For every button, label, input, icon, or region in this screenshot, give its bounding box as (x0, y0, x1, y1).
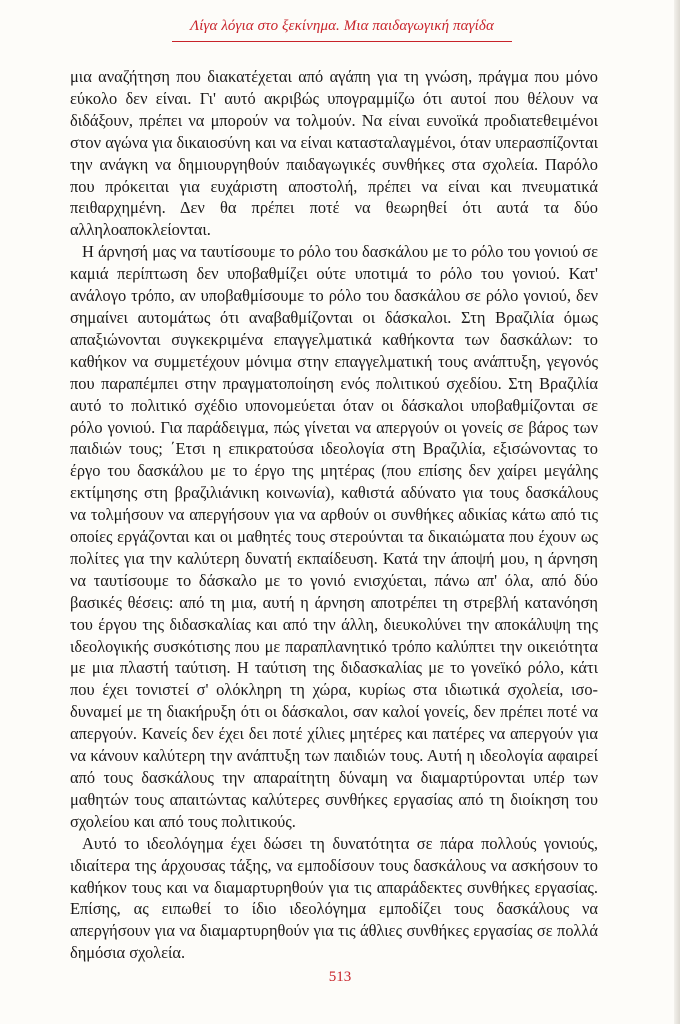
running-head-rule (172, 41, 512, 42)
page-number: 513 (328, 969, 352, 985)
body-text (70, 66, 598, 964)
running-head-title: Λίγα λόγια στο ξεκίνημα. Μια παιδαγωγική παγίδα (190, 18, 494, 34)
paragraph-ideology-effects: Αυτό το ιδεολόγημα έχει δώσει τη δυνατότητα σε πάρα πολλούς γονιούς, ιδιαίτερα της άρχουσας τάξης, να εμποδίσουν τους δασκάλους να ασκήσουν το καθήκον τους και να διαμαρτυρηθούν για τις απαράδεκτες συνθήκες εργασίας. Επίσης, ας ειπωθεί το ίδιο ιδεολόγημα εμποδίζει τους δασκάλους να απεργήσουν για να διαμαρτυρηθούν για τις άθλιες συνθήκες εργασίας σε πολλά δημόσια σχολεία. (70, 833, 598, 963)
paragraph-continuation: μια αναζήτηση που διακατέχεται από αγάπη για τη γνώση, πράγμα που μόνο εύκολο δεν είναι. Γι' αυτό ακριβώς υπογραμμίζω ότι αυτοί που θέλουν να διδάξουν, πρέπει να μπορούν να τολμούν. Να είναι ευνοϊκά προδιατεθειμένοι στον αγώνα για δικαιοσύνη και να είναι κατασταλαγμένοι, όταν υπερασπίζονται την ανάγκη να δημιουργηθούν παιδαγωγικές συνθήκες στα σχολεία. Παρόλο που πρόκειται για ευχάριστη αποστολή, πρέπει να είναι και πνευματικά πειθαρχημένη. Δεν θα πρέπει ποτέ να θεωρηθεί ότι αυτά τα δύο αλληλοαποκλείονται. (70, 67, 598, 240)
page-edge-shadow (674, 0, 680, 1024)
paragraph-teacher-parent-identity: Η άρνησή μας να ταυτίσουμε το ρόλο του δασκάλου με το ρόλο του γονιού σε καμιά περίπτωση δεν υποβαθμίζει ούτε υποτιμά το ρόλο του γονιού. Κατ' ανάλογο τρόπο, αν υποβαθμίσουμε το ρόλο του δασκάλου σε ρόλο γονιού, δεν σημαίνει αυτομάτως ότι αναβαθμίζονται οι δάσκαλοι. Στη Βραζιλία όμως απαξιώνονται συγκεκριμένα επαγγελματικά καθήκοντα των δασκάλων: το καθήκον να συμμετέχουν μόνιμα στην επαγγελματική τους ανάπτυξη, γεγονός που παραπέμπει στην πραγματοποίηση ενός πολιτικού σχεδίου. Στη Βραζιλία αυτό το πολιτικό σχέδιο υπονομεύεται όταν οι δάσκαλοι υποβαθμίζονται σε ρόλο γονιού. Για παράδειγμα, πώς γίνεται να απεργούν οι γονείς σε βάρος των παιδιών τους; ΄Ετσι η επικρατούσα ιδεολογία στη Βραζιλία, εξισώνοντας το έργο του δασκάλου με το έργο της μητέρας (που επίσης δεν χαίρει μεγάλης εκτίμησης στη βραζιλιάνικη κοινωνία), καθιστά αδύνατο για τους δασκάλους να τολμήσουν να απεργήσουν για να αρθούν οι συνθήκες αδικίας κάτω από τις οποίες εργάζονται και οι μαθητές τους στερούνται τα δικαιώματα που έχουν ως πολίτες για την καλύτερη δυνατή εκπαίδευση. Κατά την άποψή μου, η άρνηση να ταυτίσουμε το δάσκαλο με το γονιό ενισχύεται, πάνω απ' όλα, από δύο βασικές θέσεις: από τη μια, αυτή η άρνηση αποτρέπει τη στρεβλή κατανόηση του έργου της διδασκαλίας και από την άλλη, διευκολύνει την αποκάλυψη της ιδεολογικής συσκότισης που με παραπλανητικό τρόπο καλύπτει την οικειότητα με μια πλαστή ταύτιση. Η ταύτιση της διδασκαλίας με το γονεϊκό ρόλο, κάτι που έχει τονιστεί σ' ολόκληρη τη χώρα, κυρίως στα ιδιωτικά σχολεία, ισοδυναμεί με τη διακήρυξη ότι οι δάσκαλοι, σαν καλοί γονείς, δεν πρέπει ποτέ να απεργούν. Κανείς δεν έχει δει ποτέ χίλιες μητέρες και πατέρες να απεργούν για να κάνουν καλύτερη την ανάπτυξη των παιδιών τους. Αυτή η ιδεολογία αφαιρεί από τους δασκάλους την απαραίτητη δύναμη να διαμαρτύρονται υπέρ των μαθητών τους απαιτώντας καλύτερες συνθήκες εργασίας από τη διοίκηση του σχολείου και από τους πολιτικούς. (70, 242, 598, 831)
